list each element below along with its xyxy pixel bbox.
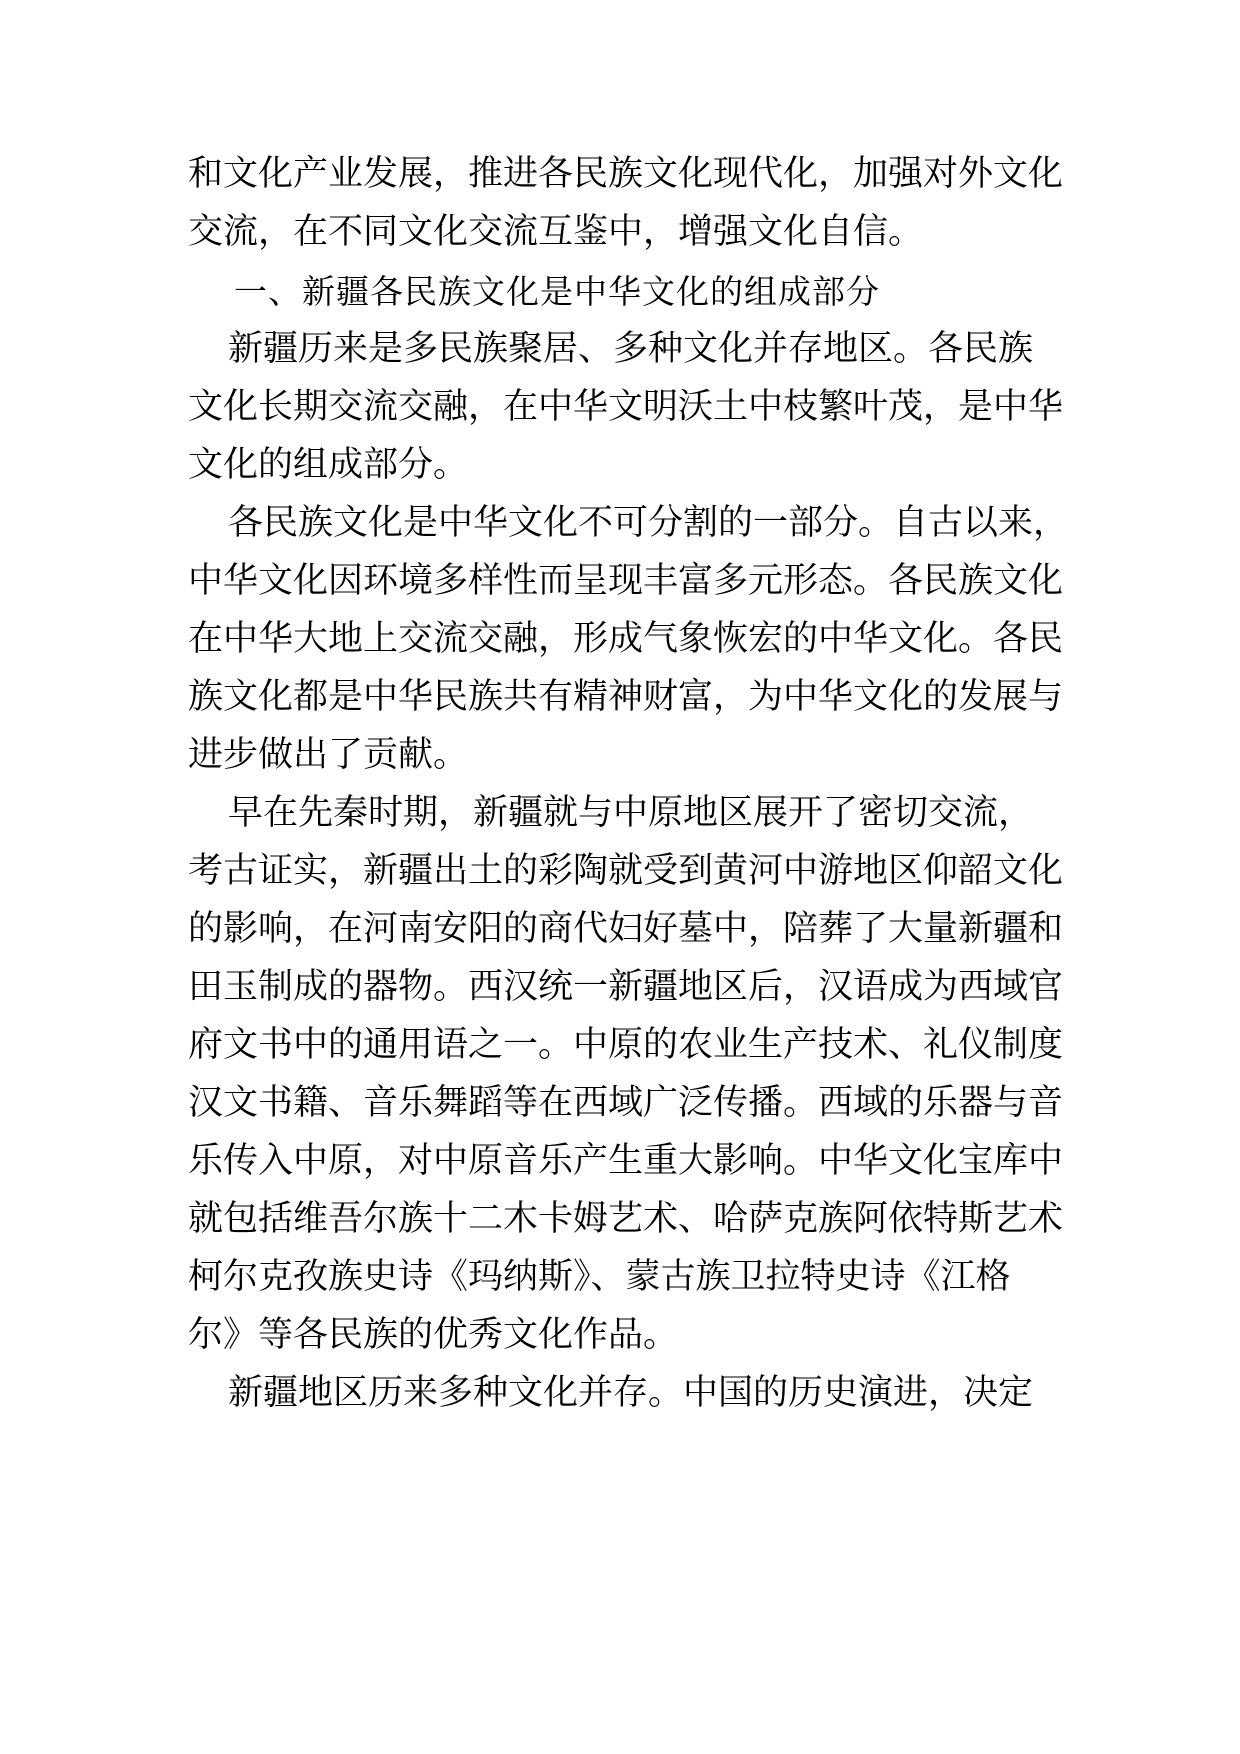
paragraph-3-line-2: 考古证实，新疆出土的彩陶就受到黄河中游地区仰韶文化 [188,851,1064,891]
paragraph-3-line-10: 尔》等各民族的优秀文化作品。 [188,1315,679,1355]
paragraph-3-line-7: 乐传入中原，对中原音乐产生重大影响。中华文化宝库中 [188,1141,1064,1181]
paragraph-1-line-3: 文化的组成部分。 [188,445,469,485]
paragraph-2-line-4: 族文化都是中华民族共有精神财富，为中华文化的发展与 [188,677,1064,717]
paragraph-3-line-9: 柯尔克孜族史诗《玛纳斯》、蒙古族卫拉特史诗《江格 [188,1257,1011,1297]
paragraph-3-line-4: 田玉制成的器物。西汉统一新疆地区后，汉语成为西域官 [188,967,1064,1007]
paragraph-2-line-3: 在中华大地上交流交融，形成气象恢宏的中华文化。各民 [188,619,1064,659]
paragraph-1-line-2: 文化长期交流交融，在中华文明沃土中枝繁叶茂，是中华 [188,387,1064,427]
paragraph-3-line-5: 府文书中的通用语之一。中原的农业生产技术、礼仪制度 [188,1025,1064,1065]
paragraph-2-line-1: 各民族文化是中华文化不可分割的一部分。自古以来， [228,503,1069,543]
paragraph-1-line-1: 新疆历来是多民族聚居、多种文化并存地区。各民族 [228,329,1034,369]
paragraph-3-line-3: 的影响，在河南安阳的商代妇好墓中，陪葬了大量新疆和 [188,909,1064,949]
paragraph-2-line-2: 中华文化因环境多样性而呈现丰富多元形态。各民族文化 [188,561,1064,601]
section-heading: 一、新疆各民族文化是中华文化的组成部分 [234,272,880,311]
paragraph-4-line-1: 新疆地区历来多种文化并存。中国的历史演进，决定 [228,1373,1034,1413]
paragraph-3-line-6: 汉文书籍、音乐舞蹈等在西域广泛传播。西域的乐器与音 [188,1083,1064,1123]
paragraph-3-line-1: 早在先秦时期，新疆就与中原地区展开了密切交流， [228,793,1034,833]
intro-line-1: 和文化产业发展，推进各民族文化现代化，加强对外文化 [188,154,1064,194]
paragraph-3-line-8: 就包括维吾尔族十二木卡姆艺术、哈萨克族阿依特斯艺术 [188,1199,1064,1239]
paragraph-2-line-5: 进步做出了贡献。 [188,735,469,775]
intro-line-2: 交流，在不同文化交流互鉴中，增强文化自信。 [188,212,924,252]
